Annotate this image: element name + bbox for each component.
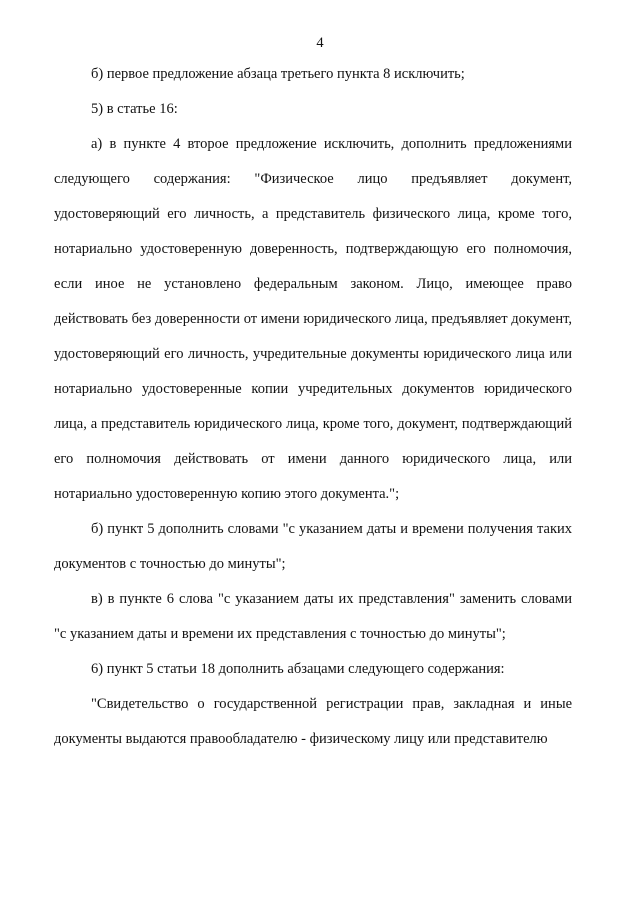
paragraph-certificate-quote: "Свидетельство о государственной регистрации прав, закладная и иные документы выдаются правообладателю - физическому лицу или представителю [54, 696, 572, 747]
paragraph-item-v-point-6: в) в пункте 6 слова "с указанием даты их представления" заменить словами "с указанием даты и времени их представления с точностью до минуты"; [54, 591, 572, 642]
paragraph-article-16: 5) в статье 16: [91, 101, 178, 117]
paragraph-item-a-point-4: а) в пункте 4 второе предложение исключить, дополнить предложениями следующего содержания: "Физическое лицо предъявляет документ, удостоверяющий его личность, а представитель физического лица, кроме того, нотариально удостоверенную доверенность, подтверждающую его полномочия, если иное не установлено федеральным законом. Лицо, имеющее право действовать без доверенности от имени юридического лица, предъявляет документ, удостоверяющий его личность, учредительные документы юридического лица или нотариально удостоверенные копии учредительных документов юридического лица, а представитель юридического лица, кроме того, документ, подтверждающий его полномочия действовать от имени данного юридического лица, или нотариально удостоверенную копию этого документа."; [54, 136, 572, 502]
page-number: 4 [316, 35, 324, 51]
paragraph-item-b-section-8: б) первое предложение абзаца третьего пункта 8 исключить; [91, 66, 465, 82]
paragraph-item-b-point-5: б) пункт 5 дополнить словами "с указанием даты и времени получения таких документов с точностью до минуты"; [54, 521, 572, 572]
paragraph-article-18: 6) пункт 5 статьи 18 дополнить абзацами следующего содержания: [91, 661, 505, 677]
document-body [54, 57, 572, 757]
